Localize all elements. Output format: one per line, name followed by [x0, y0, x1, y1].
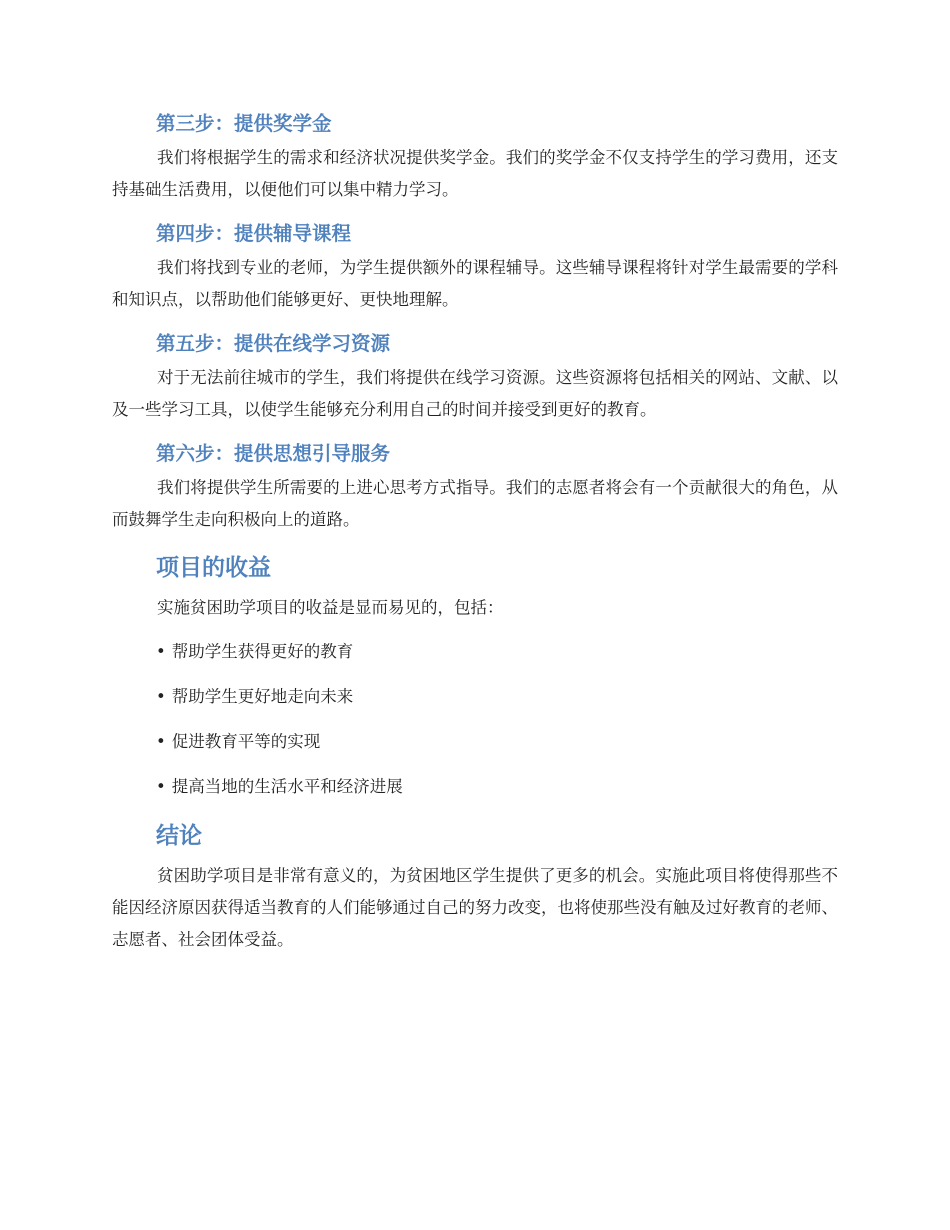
list-item	[156, 771, 838, 803]
step-six-heading: 第六步：提供思想引导服务	[156, 442, 391, 465]
step-four-paragraph: 我们将找到专业的老师，为学生提供额外的课程辅导。这些辅导课程将针对学生最需要的学科和知识点，以帮助他们能够更好、更快地理解。	[112, 258, 838, 309]
benefits-list	[112, 636, 838, 803]
step-four-heading: 第四步：提供辅导课程	[156, 222, 352, 245]
step-five-paragraph: 对于无法前往城市的学生，我们将提供在线学习资源。这些资源将包括相关的网站、文献、以及一些学习工具，以使学生能够充分利用自己的时间并接受到更好的教育。	[112, 368, 838, 419]
list-item	[156, 681, 838, 713]
bullet-icon: •	[156, 642, 166, 661]
bullet-icon: •	[156, 687, 166, 706]
benefits-intro: 实施贫困助学项目的收益是显而易见的，包括：	[157, 598, 504, 617]
step-six-paragraph: 我们将提供学生所需要的上进心思考方式指导。我们的志愿者将会有一个贡献很大的角色，从而鼓舞学生走向积极向上的道路。	[112, 478, 838, 529]
bullet-icon: •	[156, 732, 166, 751]
list-item	[156, 636, 838, 668]
step-three-heading: 第三步：提供奖学金	[156, 112, 332, 135]
conclusion-heading: 结论	[156, 823, 202, 849]
list-item-text: 促进教育平等的实现	[171, 732, 321, 751]
bullet-icon: •	[156, 777, 166, 796]
list-item	[156, 726, 838, 758]
benefits-heading: 项目的收益	[156, 555, 271, 581]
conclusion-paragraph: 贫困助学项目是非常有意义的，为贫困地区学生提供了更多的机会。实施此项目将使得那些不能因经济原因获得适当教育的人们能够通过自己的努力改变，也将使那些没有触及过好教育的老师、志愿者、社会团体受益。	[112, 866, 838, 949]
step-five-heading: 第五步：提供在线学习资源	[156, 332, 391, 355]
list-item-text: 提高当地的生活水平和经济进展	[171, 777, 403, 796]
list-item-text: 帮助学生更好地走向未来	[171, 687, 354, 706]
list-item-text: 帮助学生获得更好的教育	[171, 642, 354, 661]
step-three-paragraph: 我们将根据学生的需求和经济状况提供奖学金。我们的奖学金不仅支持学生的学习费用，还支持基础生活费用，以便他们可以集中精力学习。	[112, 148, 838, 199]
